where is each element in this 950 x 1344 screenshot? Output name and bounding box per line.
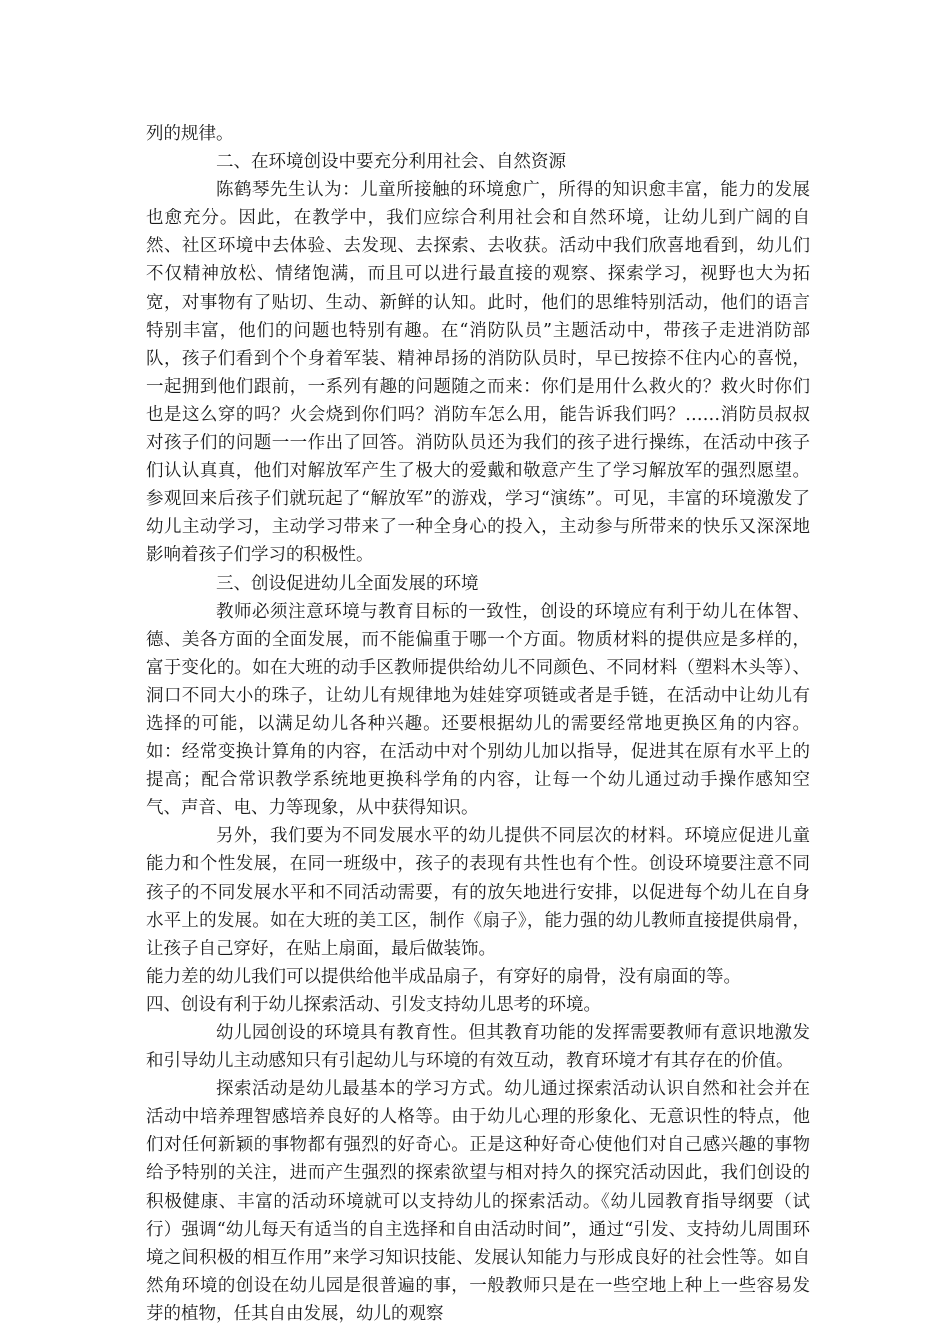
paragraph-fire-brigade: 陈鹤琴先生认为：儿童所接触的环境愈广，所得的知识愈丰富，能力的发展也愈充分。因此，在教学中，我们应综合利用社会和自然环境，让幼儿到广阔的自然、社区环境中去体验、去发现、去探索、去收获。活动中我们欣喜地看到，幼儿们不仅精神放松、情绪饱满，而且可以进行最直接的观察、探索学习，视野也大为拓宽，对事物有了贴切、生动、新鲜的认知。此时，他们的思维特别活动，他们的语言特别丰富，他们的问题也特别有趣。在“消防队员”主题活动中，带孩子走进消防部队，孩子们看到个个身着军装、精神昂扬的消防队员时，早已按捺不住内心的喜悦，一起拥到他们跟前，一系列有趣的问题随之而来：你们是用什么救火的？救火时你们也是这么穿的吗？火会烧到你们吗？消防车怎么用，能告诉我们吗？……消防员叔叔对孩子们的问题一一作出了回答。消防队员还为我们的孩子进行操练，在活动中孩子们认认真真，他们对解放军产生了极大的爱戴和敬意产生了学习解放军的强烈愿望。参观回来后孩子们就玩起了“解放军”的游戏，学习“演练”。可见，丰富的环境激发了幼儿主动学习，主动学习带来了一种全身心的投入，主动参与所带来的快乐又深深地影响着孩子们学习的积极性。 — [146, 180, 810, 566]
paragraph-exploration: 探索活动是幼儿最基本的学习方式。幼儿通过探索活动认识自然和社会并在活动中培养理智感培养良好的人格等。由于幼儿心理的形象化、无意识性的特点，他们对任何新颖的事物都有强烈的好奇心。正是这种好奇心使他们对自己感兴趣的事物给予特别的关注，进而产生强烈的探索欲望与相对持久的探究活动因此，我们创设的积极健康、丰富的活动环境就可以支持幼儿的探索活动。《幼儿园教育指导纲要（试行）强调“幼儿每天有适当的自主选择和自由活动时间”，通过“引发、支持幼儿周围环境之间积极的相互作用”来学习知识技能、发展认知能力与形成良好的社会性等。如自然角环境的创设在幼儿园是很普遍的事，一般教师只是在一些空地上种上一些容易发芽的植物，任其自由发展，幼儿的观察 — [146, 1079, 810, 1324]
paragraph-fan: 能力差的幼儿我们可以提供给他半成品扇子，有穿好的扇骨，没有扇面的等。 — [146, 966, 741, 987]
section-heading-2: 二、在环境创设中要充分利用社会、自然资源 — [216, 152, 566, 173]
document-page — [146, 120, 810, 1328]
section-heading-4: 四、创设有利于幼儿探索活动、引发支持幼儿思考的环境。 — [146, 994, 601, 1015]
section-heading-3: 三、创设促进幼儿全面发展的环境 — [216, 573, 479, 594]
paragraph-levels: 另外，我们要为不同发展水平的幼儿提供不同层次的材料。环境应促进儿童能力和个性发展，在同一班级中，孩子的表现有共性也有个性。创设环境要注意不同孩子的不同发展水平和不同活动需要，有的放矢地进行安排，以促进每个幼儿在自身水平上的发展。如在大班的美工区，制作《扇子》，能力强的幼儿教师直接提供扇骨，让孩子自己穿好，在贴上扇面，最后做装饰。 — [146, 826, 810, 959]
paragraph-educational-environment: 幼儿园创设的环境具有教育性。但其教育功能的发挥需要教师有意识地激发和引导幼儿主动感知只有引起幼儿与环境的有效互动，教育环境才有其存在的价值。 — [146, 1023, 810, 1072]
paragraph-continuation: 列的规律。 — [146, 124, 234, 144]
paragraph-materials: 教师必须注意环境与教育目标的一致性，创设的环境应有利于幼儿在体智、德、美各方面的全面发展，而不能偏重于哪一个方面。物质材料的提供应是多样的，富于变化的。如在大班的动手区教师提供给幼儿不同颜色、不同材料（塑料木头等）、洞口不同大小的珠子，让幼儿有规律地为娃娃穿项链或者是手链，在活动中让幼儿有选择的可能，以满足幼儿各种兴趣。还要根据幼儿的需要经常地更换区角的内容。如：经常变换计算角的内容，在活动中对个别幼儿加以指导，促进其在原有水平上的提高；配合常识教学系统地更换科学角的内容，让每一个幼儿通过动手操作感知空气、声音、电、力等现象，从中获得知识。 — [146, 601, 810, 819]
